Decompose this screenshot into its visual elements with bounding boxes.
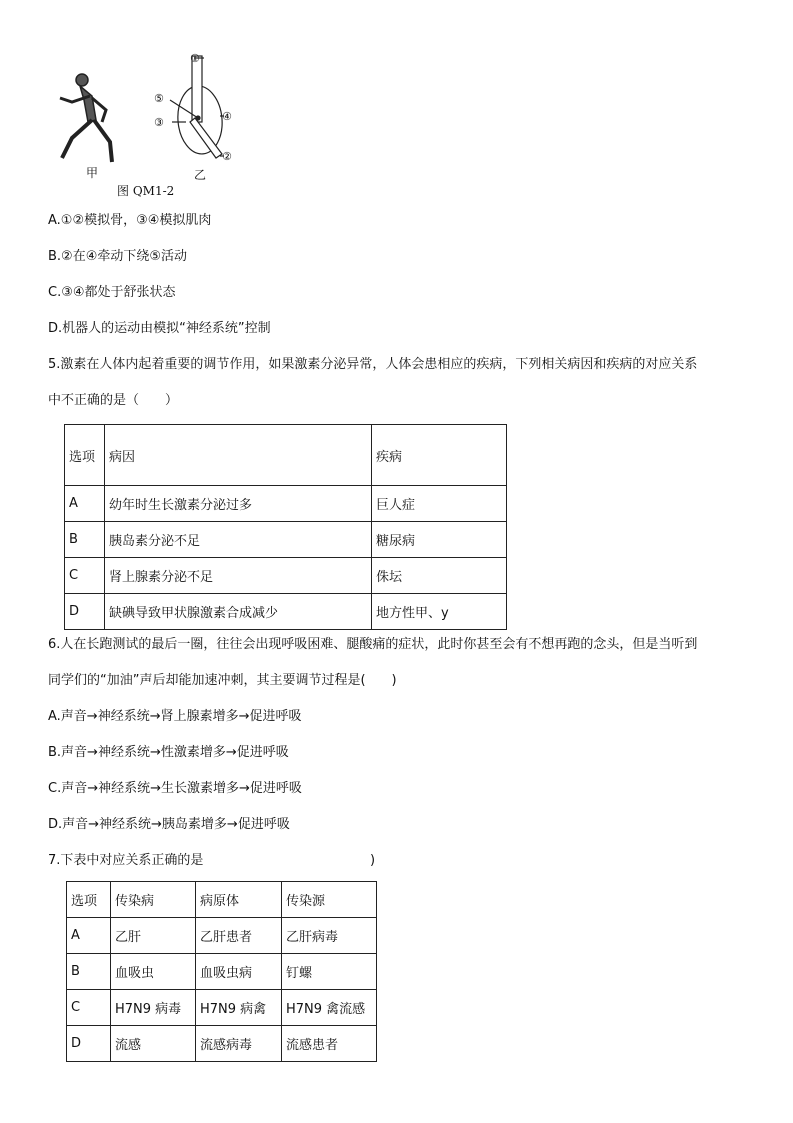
runner-icon	[60, 74, 112, 162]
marker-4: ④	[222, 110, 232, 123]
table-header-row	[67, 882, 377, 918]
table-cell: 肾上腺素分泌不足	[105, 558, 372, 594]
table-row	[65, 558, 507, 594]
marker-5: ⑤	[154, 92, 164, 105]
table-cell: C	[65, 558, 105, 594]
table-header-row	[65, 425, 507, 486]
table-cell: A	[67, 918, 111, 954]
table-cell: C	[67, 990, 111, 1026]
header-cell: 传染源	[282, 882, 377, 918]
q6-option-b: B.声音→神经系统→性激素增多→促进呼吸	[48, 745, 289, 760]
q5-table	[64, 424, 507, 630]
table-row	[67, 990, 377, 1026]
q6-option-a: A.声音→神经系统→肾上腺素增多→促进呼吸	[48, 709, 302, 724]
table-cell: D	[67, 1026, 111, 1062]
q6-stem-line1: 6.人在长跑测试的最后一圈，往往会出现呼吸困难、腿酸痛的症状，此时你甚至会有不想再跑的念头，但是当听到	[48, 637, 698, 652]
table-cell: 地方性甲、y	[372, 594, 507, 630]
q6-option-d: D.声音→神经系统→胰岛素增多→促进呼吸	[48, 817, 290, 832]
table-cell: 血吸虫病	[196, 954, 282, 990]
table-row	[67, 1026, 377, 1062]
table-cell: 乙肝	[111, 918, 196, 954]
figure-drawing	[52, 50, 252, 200]
table-cell: 流感	[111, 1026, 196, 1062]
q4-option-c: C.③④都处于舒张状态	[48, 285, 176, 300]
figure-label-left: 甲	[86, 166, 99, 180]
q5-stem-line1: 5.激素在人体内起着重要的调节作用，如果激素分泌异常，人体会患相应的疾病，下列相关病因和疾病的对应关系	[48, 357, 698, 372]
table-cell: 钉螺	[282, 954, 377, 990]
marker-2: ②	[222, 150, 232, 163]
header-cell: 选项	[65, 425, 105, 486]
header-cell: 疾病	[372, 425, 507, 486]
q7-table	[66, 881, 377, 1062]
q4-option-b: B.②在④牵动下绕⑤活动	[48, 249, 188, 264]
table-cell: 乙肝病毒	[282, 918, 377, 954]
figure-robot-arm	[52, 50, 252, 200]
table-cell: H7N9 禽流感	[282, 990, 377, 1026]
table-cell: 幼年时生长激素分泌过多	[105, 486, 372, 522]
table-row	[65, 486, 507, 522]
table-row	[67, 918, 377, 954]
table-row	[67, 954, 377, 990]
figure-label-right: 乙	[194, 168, 207, 182]
table-cell: D	[65, 594, 105, 630]
table-cell: 乙肝患者	[196, 918, 282, 954]
header-cell: 病原体	[196, 882, 282, 918]
table-cell: 侏坛	[372, 558, 507, 594]
table-cell: 血吸虫	[111, 954, 196, 990]
table-cell: 流感病毒	[196, 1026, 282, 1062]
q4-option-d: D.机器人的运动由模拟“神经系统”控制	[48, 321, 271, 336]
header-cell: 选项	[67, 882, 111, 918]
table-cell: 缺碘导致甲状腺激素合成减少	[105, 594, 372, 630]
table-cell: 流感患者	[282, 1026, 377, 1062]
table-cell: H7N9 病毒	[111, 990, 196, 1026]
header-cell: 病因	[105, 425, 372, 486]
table-cell: B	[65, 522, 105, 558]
q6-option-c: C.声音→神经系统→生长激素增多→促进呼吸	[48, 781, 302, 796]
table-cell: H7N9 病禽	[196, 990, 282, 1026]
q5-stem-line2: 中不正确的是（ ）	[48, 393, 179, 408]
table-cell: 巨人症	[372, 486, 507, 522]
marker-1: ①	[190, 52, 200, 65]
table-cell: 胰岛素分泌不足	[105, 522, 372, 558]
table-cell: 糖尿病	[372, 522, 507, 558]
header-cell: 传染病	[111, 882, 196, 918]
table-row	[65, 594, 507, 630]
table-row	[65, 522, 507, 558]
figure-caption: 图 QM1-2	[117, 184, 175, 198]
q6-stem-line2: 同学们的“加油”声后却能加速冲刺，其主要调节过程是( )	[48, 673, 397, 688]
q4-option-a: A.①②模拟骨，③④模拟肌肉	[48, 213, 212, 228]
table-cell: B	[67, 954, 111, 990]
q7-stem: 7.下表中对应关系正确的是	[48, 853, 204, 868]
table-cell: A	[65, 486, 105, 522]
q7-stem-bracket: )	[370, 853, 376, 868]
arm-model-icon	[170, 56, 225, 158]
marker-3: ③	[154, 116, 164, 129]
